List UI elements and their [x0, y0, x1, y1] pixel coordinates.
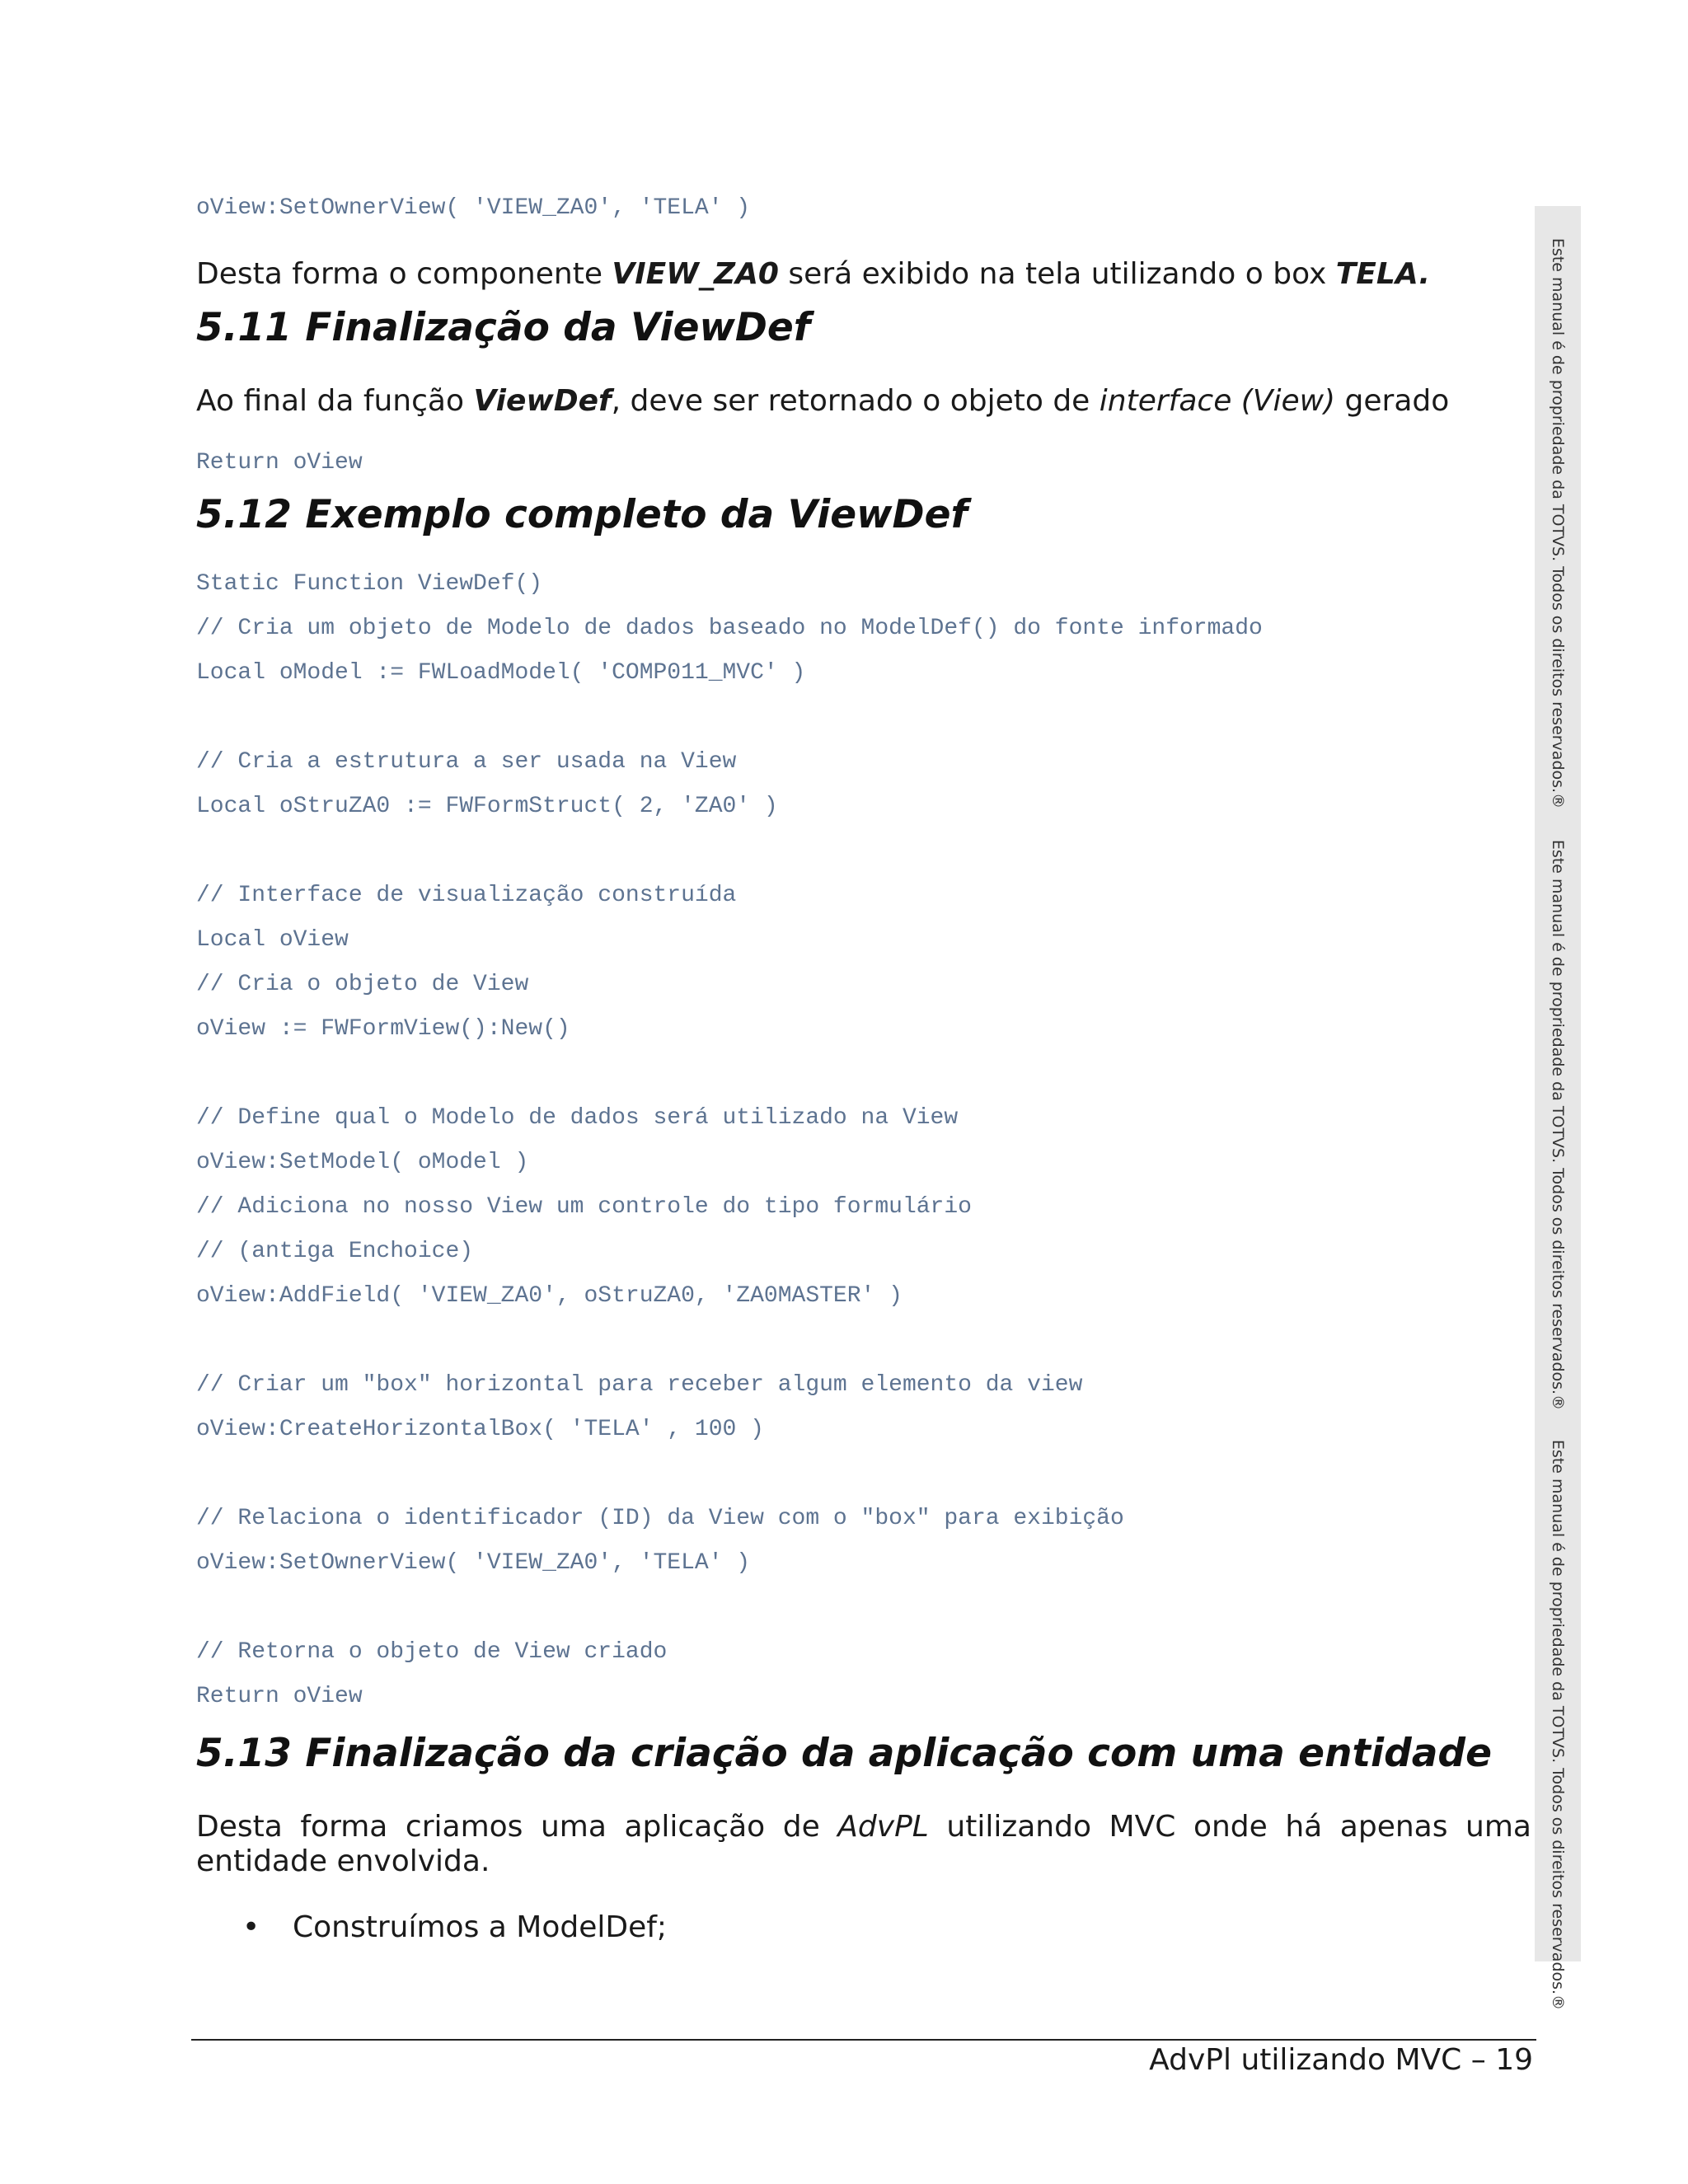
code-line: // (antiga Enchoice) — [196, 1239, 474, 1264]
code-line: // Relaciona o identificador (ID) da View com o "box" para exibição — [196, 1506, 1124, 1531]
code-line: oView:SetModel( oModel ) — [196, 1150, 529, 1175]
code-line: Return oView — [196, 1684, 363, 1709]
paragraph-view-za0: Desta forma o componente VIEW_ZA0 será exibido na tela utilizando o box TELA. — [196, 257, 1431, 291]
code-line: Local oView — [196, 927, 349, 953]
code-line: // Cria a estrutura a ser usada na View — [196, 749, 737, 775]
copyright-sidebar — [1535, 206, 1581, 2011]
paragraph-viewdef-return: Ao final da função ViewDef, deve ser retornado o objeto de interface (View) gerado — [196, 384, 1450, 418]
code-line: // Retorna o objeto de View criado — [196, 1639, 668, 1665]
copyright-notice: Este manual é de propriedade da TOTVS. Todos os direitos reservados.® — [1549, 839, 1567, 1411]
code-line-return: Return oView — [196, 450, 363, 476]
copyright-notice: Este manual é de propriedade da TOTVS. Todos os direitos reservados.® — [1549, 1439, 1567, 2011]
code-line: Static Function ViewDef() — [196, 571, 543, 597]
footer-page-label: AdvPl utilizando MVC – 19 — [1149, 2043, 1533, 2077]
footer-divider — [191, 2039, 1536, 2041]
code-line: oView:CreateHorizontalBox( 'TELA' , 100 ) — [196, 1417, 764, 1442]
code-line: Local oStruZA0 := FWFormStruct( 2, 'ZA0' ) — [196, 794, 778, 819]
code-line: // Interface de visualização construída — [196, 883, 737, 908]
code-line: oView:SetOwnerView( 'VIEW_ZA0', 'TELA' ) — [196, 1550, 751, 1576]
code-line: // Criar um "box" horizontal para receber algum elemento da view — [196, 1372, 1083, 1398]
code-line: // Cria um objeto de Modelo de dados baseado no ModelDef() do fonte informado — [196, 616, 1263, 641]
bullet-icon: • — [242, 1910, 260, 1944]
section-heading-5-12: 5.12 Exemplo completo da ViewDef — [196, 492, 968, 537]
bullet-text: Construímos a ModelDef; — [293, 1910, 668, 1944]
code-line: // Cria o objeto de View — [196, 972, 529, 997]
section-heading-5-13: 5.13 Finalização da criação da aplicação com uma entidade — [196, 1731, 1492, 1776]
copyright-notice: Este manual é de propriedade da TOTVS. Todos os direitos reservados.® — [1549, 237, 1567, 809]
code-line-setownerview: oView:SetOwnerView( 'VIEW_ZA0', 'TELA' ) — [196, 195, 751, 221]
code-line: oView := FWFormView():New() — [196, 1016, 570, 1042]
code-line: // Adiciona no nosso View um controle do tipo formulário — [196, 1194, 972, 1220]
code-line: Local oModel := FWLoadModel( 'COMP011_MVC' ) — [196, 660, 806, 686]
section-heading-5-11: 5.11 Finalização da ViewDef — [196, 305, 811, 350]
code-line: oView:AddField( 'VIEW_ZA0', oStruZA0, 'ZA0MASTER' ) — [196, 1283, 903, 1309]
paragraph-mvc-application: Desta forma criamos uma aplicação de AdvPL utilizando MVC onde há apenas uma entidade envolvida. — [196, 1810, 1531, 1878]
code-line: // Define qual o Modelo de dados será utilizado na View — [196, 1105, 959, 1131]
